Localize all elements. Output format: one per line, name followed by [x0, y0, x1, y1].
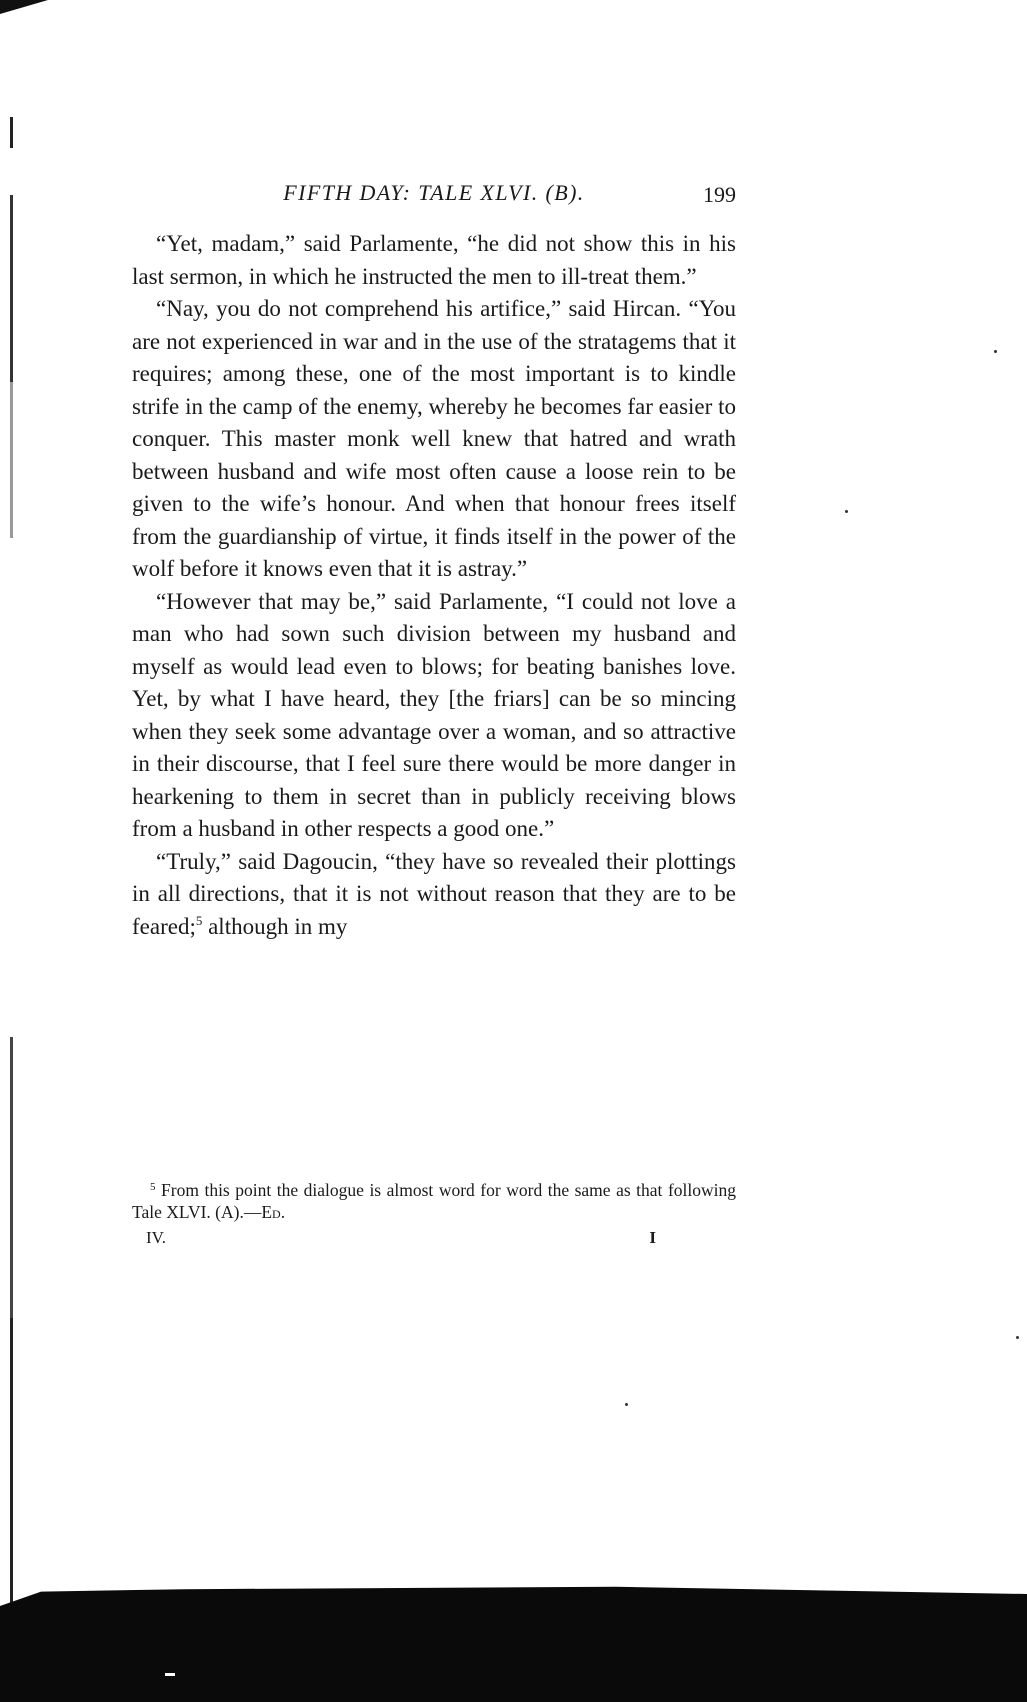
scan-speck: [625, 1403, 628, 1406]
paragraph-text: “Truly,” said Dagoucin, “they have so revealed their plottings in all directions, that it is not without reason that they are to be feared;: [132, 848, 736, 939]
page-number: 199: [703, 182, 736, 207]
paragraph: “However that may be,” said Parlamente, “I could not love a man who had sown such division between my husband and myself as would lead even to blows; for beating banishes love. Yet, by what I have heard, they [the friars] can be so mincing when they seek some advantage over a woman, and so attractive in their discourse, that I feel sure there would be more danger in hearkening to them in secret than in publicly receiving blows from a husband in other respects a good one.”: [132, 588, 736, 841]
footnote-reference: 5: [195, 912, 203, 928]
page-header: [132, 180, 736, 210]
body-text: [132, 228, 736, 943]
scan-bottom-edge: [0, 1582, 1027, 1702]
volume-number: IV.: [146, 1228, 166, 1247]
scan-speck: [1016, 1336, 1019, 1339]
scan-corner-shadow: [0, 0, 48, 14]
footnote-editor: Ed.: [261, 1202, 286, 1222]
paragraph-continued: [132, 846, 736, 944]
footnote: [132, 1179, 736, 1223]
scan-speck: [845, 510, 848, 513]
footnote-text: From this point the dialogue is almost word for word the same as that following Tale XLVI. (A).—: [132, 1180, 736, 1222]
signature-mark: I: [649, 1228, 656, 1247]
paragraph: “Nay, you do not comprehend his artifice,” said Hircan. “You are not experienced in war and in the use of the stratagems that it requires; among these, one of the most important is to kindle strife in the camp of the enemy, whereby he becomes far easier to conquer. This master monk well knew that hatred and wrath between husband and wife most often cause a loose rein to be given to the wife’s honour. And when that honour frees itself from the guardianship of virtue, it finds itself in the power of the wolf before it knows even that it is astray.”: [132, 296, 736, 581]
footnote-mark: 5: [150, 1181, 156, 1193]
paragraph-text-tail: although in my: [202, 913, 348, 939]
scan-speck: [994, 350, 997, 353]
running-title: FIFTH DAY: TALE XLVI. (B).: [283, 180, 585, 205]
signature-line: [146, 1228, 656, 1252]
binding-edge: [10, 70, 13, 1630]
paragraph: “Yet, madam,” said Parlamente, “he did not show this in his last sermon, in which he instructed the men to ill-treat them.”: [132, 231, 736, 289]
